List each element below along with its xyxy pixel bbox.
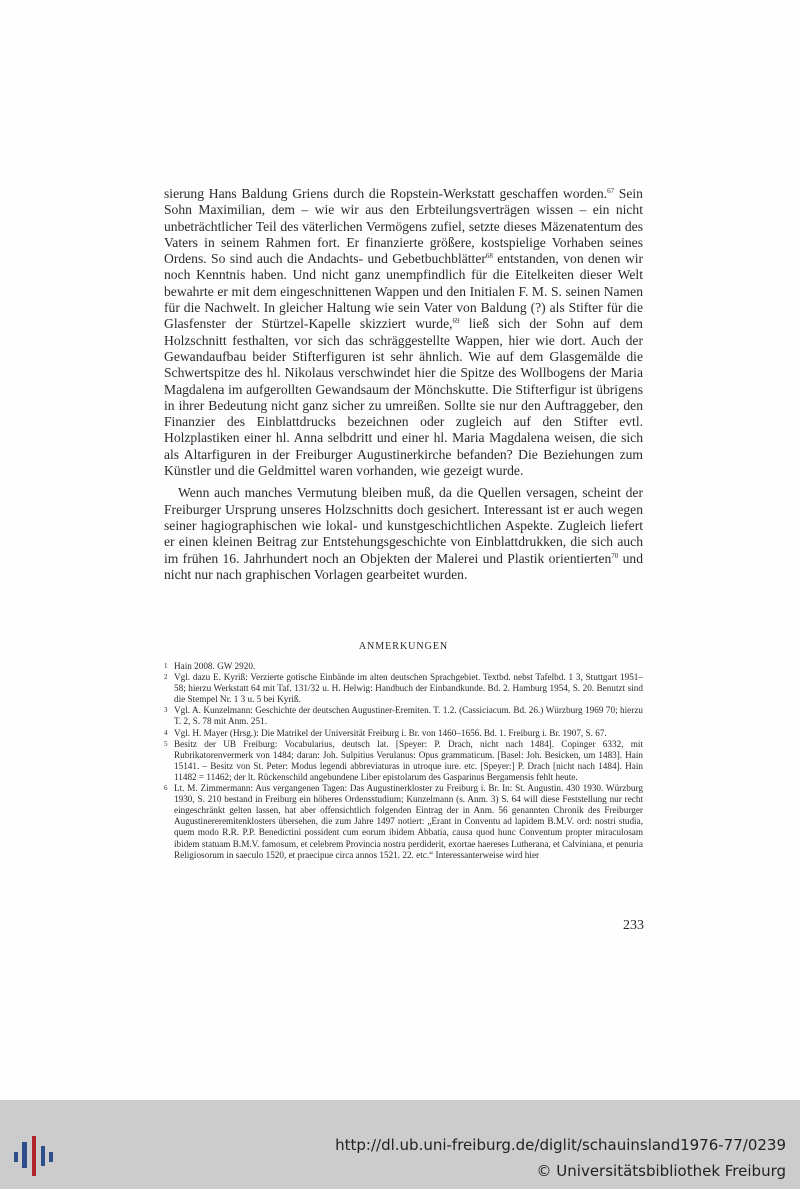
note-text: Besitz der UB Freiburg: Vocabularius, deutsch lat. [Speyer: P. Drach, nicht nach 1484]. Copinger 6332, mit Rubrikatorenvermerk von 1484; daran: Joh. Sulpitius Verulanus: Opus grammaticum. [Basel: Joh. Besicken, um 1483]. Hain 15141. – Besitz von St. Peter: Modus legendi abbreviaturas in utroque iure. etc. [Speyer:] P. Drach [nicht nach 1484]. Hain 11482 = 11462; der lt. Rückenschild angebundene Liber epistolarum des Gasparinus Bergamensis fehlt heute. bbox=[174, 738, 643, 782]
note-number: 2 bbox=[164, 673, 168, 682]
note-4 bbox=[164, 728, 643, 739]
footnote-ref-69[interactable]: 69 bbox=[452, 317, 460, 326]
note-number: 5 bbox=[164, 739, 168, 748]
footnote-ref-68[interactable]: 68 bbox=[485, 252, 493, 261]
paragraph-1 bbox=[164, 186, 643, 479]
text-run: und nicht nur nach graphischen Vorlagen gearbeitet wurden. bbox=[164, 550, 643, 582]
note-number: 1 bbox=[164, 662, 168, 670]
note-text: Hain 2008. GW 2920. bbox=[174, 661, 256, 671]
document-url-link[interactable]: http://dl.ub.uni-freiburg.de/diglit/schauinsland1976-77/0239 bbox=[335, 1136, 786, 1154]
paragraph-2 bbox=[164, 485, 643, 583]
text-run: ließ sich der Sohn auf dem Holzschnitt festhalten, vor sich das schräggestellte Wappen, hier wie dort. Auch der Gewandaufbau beider Stifterfiguren ist sehr ähnlich. Wie auf dem Glasgemälde die Schwertspitze des hl. Nikolaus verschwindet hier die Spitze des Wollbogens der Maria Magdalena im aufgerollten Gewandsaum der Mönchskutte. Die Stifterfigur ist übrigens in ihrer Bedeutung nicht ganz sicher zu umreißen. Sollte sie nur den Auftraggeber, den Finanzier des Einblattdrucks bezeichnen oder zugleich auf den Stifter evtl. Holzplastiken einer hl. Anna selbdritt und einer hl. Maria Magdalena weisen, die sich als Altarfiguren in der Freiburger Augustinerkirche befanden? Die Beziehungen zum Künstler und die Geldmittel waren vorhanden, wie gezeigt wurde. bbox=[164, 316, 644, 479]
note-3 bbox=[164, 705, 643, 727]
note-number: 4 bbox=[164, 728, 168, 737]
note-5 bbox=[164, 739, 643, 783]
footnote-ref-70[interactable]: 70 bbox=[611, 551, 619, 560]
note-2 bbox=[164, 672, 643, 705]
note-text: Vgl. dazu E. Kyriß: Verzierte gotische Einbände im alten deutschen Sprachgebiet. Textbd. nebst Tafelbd. 1 3, Stuttgart 1951–58; hierzu Werkstatt 64 mit Taf. 131/32 u. H. Helwig: Handbuch der Einbandkunde. Bd. 2. Hamburg 1954, S. 20. Benutzt sind die Stempel Nr. 1 3 u. 5 bei Kyriß. bbox=[174, 672, 643, 705]
note-number: 6 bbox=[164, 784, 168, 793]
notes-list bbox=[164, 661, 643, 861]
text-run: Sein Sohn Maximilian, dem – wie wir aus den Erbteilungsverträgen wissen – ein nicht unbeträchtlicher Teil des väterlichen Vermögens zufiel, setzte dieses Mäzenatentum des Vaters in seinem Rahmen fort. Er finanzierte größere, kostspielige Vorhaben seines Ordens. So sind auch die Andachts- und Gebetbuchblätter bbox=[164, 186, 643, 267]
copyright-text: © Universitätsbibliothek Freiburg bbox=[536, 1162, 786, 1180]
page-number: 233 bbox=[623, 918, 644, 933]
note-text: Vgl. A. Kunzelmann: Geschichte der deutschen Augustiner-Eremiten. T. 1.2. (Cassiciacum. Bd. 26.) Würzburg 1969 70; hierzu T. 2, S. 78 mit Anm. 251. bbox=[174, 705, 643, 727]
note-1 bbox=[164, 661, 643, 672]
note-text: Vgl. H. Mayer (Hrsg.): Die Matrikel der Universität Freiburg i. Br. von 1460–1656. Bd. 1. Freiburg i. Br. 1907, S. 67. bbox=[174, 727, 607, 738]
text-run: entstanden, von denen wir noch Kenntnis haben. Und nicht ganz unempfindlich für die Eitelkeiten dieser Welt bewahrte er mit dem eingeschnittenen Wappen und den Initialen F. M. S. seinen Namen für die Nachwelt. In gleicher Haltung wie sein Vater von Baldung (?) als Stifter für die Glasfenster der Stürtzel-Kapelle skizziert wurde, bbox=[164, 251, 644, 332]
note-number: 3 bbox=[164, 706, 168, 715]
footer-bar bbox=[0, 1100, 800, 1189]
library-logo-icon bbox=[10, 1136, 54, 1176]
note-6 bbox=[164, 783, 643, 861]
footnote-ref-67[interactable]: 67 bbox=[607, 187, 615, 195]
notes-heading: ANMERKUNGEN bbox=[358, 641, 449, 652]
note-text: Lt. M. Zimmermann: Aus vergangenen Tagen: Das Augustinerkloster zu Freiburg i. Br. In: St. Augustin. 430 1930. Würzburg 1930, S. 210 bestand in Freiburg ein höheres Ordensstudium; Kunzelmann (s. Anm. 3) S. 64 will diese Feststellung nur recht eingeschränkt gelten lassen, hat aber offensichtlich folgenden Eintrag der in Anm. 56 genannten Chronik des Freiburger Augustinereremitenklosters übersehen, die zum Jahre 1497 notiert: „Erant in Conventu ad lapidem B.M.V. ord: nostri studia, quem modo R.R. P.P. Benedictini possident cum eorum ibidem Abbatia, causa quod hunc Conventum propter miraculosam ibidem statuam B.M.V. famosum, et celebrem Provincia nostra perdiderit, exortae haereses Lutherana, et Calviniana, et penuria Religiosorum in saeculo 1520, et praecipue circa annos 1521. 22. etc.“ Interessanterweise wird hier bbox=[174, 783, 643, 860]
text-run: Wenn auch manches Vermutung bleiben muß, da die Quellen versagen, scheint der Freiburger Ursprung unseres Holzschnitts doch gesichert. Interessant ist er auch wegen seiner hagiographischen wie lokal- und kunstgeschichtlichen Aspekte. Zugleich liefert er einen kleinen Beitrag zur Entstehungsgeschichte von Einblattdrukken, die sich auch im frühen 16. Jahrhundert noch an Objekten der Malerei und Plastik orientierten bbox=[164, 485, 643, 566]
body-text bbox=[164, 186, 643, 583]
text-run: sierung Hans Baldung Griens durch die Ropstein-Werkstatt geschaffen worden. bbox=[164, 186, 608, 201]
